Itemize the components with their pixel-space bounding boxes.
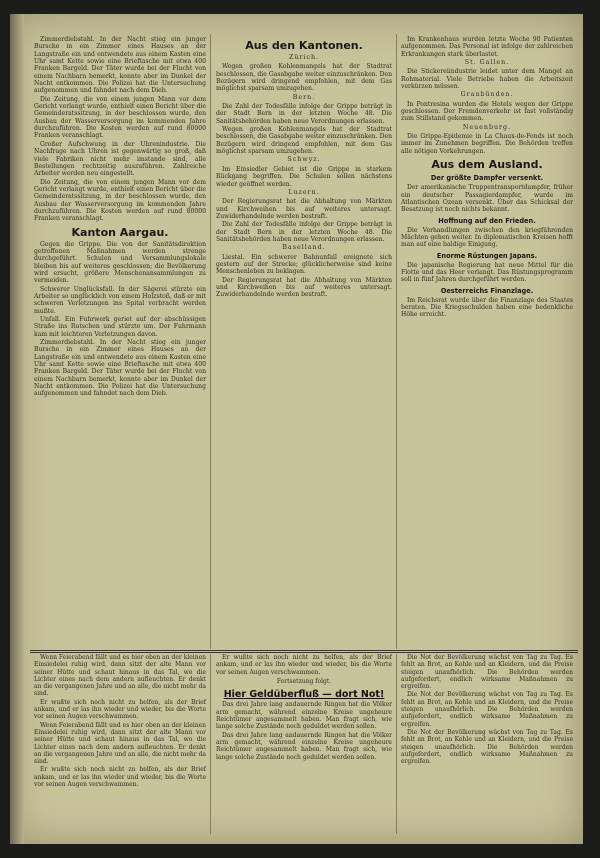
story-text: Wenn Feierabend fällt und es hier oben an der kleinen Einsiedelei ruhig wird, dann sitzt der alte Mann vor seiner Hütte und schaut hinaus in das Tal, wo die Lichter eines nach dem andern aufleuchten. Er denkt an die vergangenen Jahre und an alle, die nicht mehr da sind. xyxy=(34,654,206,698)
newspaper-page xyxy=(10,14,583,844)
story-text: Wenn Feierabend fällt und es hier oben an der kleinen Einsiedelei ruhig wird, dann sitzt der alte Mann vor seiner Hütte und schaut hinaus in das Tal, wo die Lichter eines nach dem andern aufleuchten. Er denkt an die vergangenen Jahre und an alle, die nicht mehr da sind. xyxy=(34,721,206,766)
article-text: Die Stickereiindustrie leidet unter dem Mangel an Rohmaterial. Viele Betriebe haben die Arbeitszeit verkürzen müssen. xyxy=(401,68,573,91)
article-text: Die Grippe-Epidemie in La Chaux-de-Fonds ist noch immer im Zunehmen begriffen. Die Behörden treffen alle nötigen Vorkehrungen. xyxy=(401,133,573,155)
canton-label: Luzern. xyxy=(288,188,320,196)
column-divider xyxy=(396,34,397,649)
story-text: Das drei Jahre lang andauernde Ringen hat die Völker arm gemacht, während einzelne Kreise ungeheure Reichtümer angesammelt haben. Man fragt sich, wie lange solche Zustände noch geduldet werden sollen. xyxy=(216,731,392,761)
column-divider xyxy=(396,654,397,834)
column-divider xyxy=(210,654,211,834)
article-text: Der amerikanische Truppentransportdampfer, früher ein deutscher Passagierdampfer, wurde im Atlantischen Ozean versenkt. Über das Schicksal der Besatzung ist noch nichts bekannt. xyxy=(401,184,573,214)
canton-label: Schwyz. xyxy=(287,156,321,164)
canton-label: St. Gallen. xyxy=(464,59,510,67)
story-text: Die Not der Bevölkerung wächst von Tag zu Tag. Es fehlt an Brot, an Kohle und an Kleidern, und die Preise steigen unaufhörlich. Die Behörden werden aufgefordert, endlich wirksame Maßnahmen zu ergreifen. xyxy=(401,691,573,728)
article-text: Im Einsiedler Gebiet ist die Grippe in starkem Rückgang begriffen. Die Schulen sollen nächstens wieder geöffnet werden. xyxy=(216,165,392,188)
column-2 xyxy=(216,36,392,651)
article-text: Großer Aufschwung in der Uhrenindustrie. Die Nachfrage nach Uhren ist gegenwärtig so groß, daß viele Fabriken nicht mehr imstande sind, alle Bestellungen rechtzeitig auszuführen. Zahlreiche Arbeiter werden neu eingestellt. xyxy=(34,140,206,178)
article-subheading: Der größte Dampfer versenkt. xyxy=(430,174,544,183)
canton-label: Bern. xyxy=(292,93,316,101)
article-text: Unfall. Ein Fuhrwerk geriet auf der abschüssigen Straße ins Rutschen und stürzte um. Der Fuhrmann kam mit leichteren Verletzungen davon. xyxy=(34,316,206,338)
canton-label: Zürich. xyxy=(288,54,320,61)
article-text: Im Krankenhaus wurden letzte Woche 90 Patienten aufgenommen. Das Personal ist infolge der zahlreichen Erkrankungen stark überlastet. xyxy=(401,36,573,58)
article-text: Die Verhandlungen zwischen den kriegführenden Mächten gehen weiter. In diplomatischen Kreisen hofft man auf eine baldige Einigung. xyxy=(401,226,573,249)
page-binding xyxy=(10,14,24,844)
column-divider xyxy=(210,34,211,649)
story-text: Er wußte sich noch nicht zu helfen, als der Brief ankam, und er las ihn wieder und wieder, bis die Worte vor seinen Augen verschwammen. xyxy=(34,766,206,789)
feuilleton-rule xyxy=(30,650,578,651)
article-text: Schwerer Unglücksfall. In der Sägerei stürzte ein Arbeiter so unglücklich von einem Holzstoß, daß er mit schweren Verletzungen ins Spital verbracht werden mußte. xyxy=(34,285,206,315)
feuilleton-right xyxy=(401,654,573,844)
article-subheading: Oesterreichs Finanzlage. xyxy=(440,286,534,295)
feuilleton-center xyxy=(216,654,392,844)
canton-label: Baselland. xyxy=(282,244,326,252)
section-heading: Kanton Aargau. xyxy=(71,225,169,239)
story-text: Er wußte sich noch nicht zu helfen, als der Brief ankam, und er las ihn wieder und wieder, bis die Worte vor seinen Augen verschwammen. xyxy=(34,698,206,721)
article-subheading: Hoffnung auf den Frieden. xyxy=(438,216,536,225)
article-text: Im Reichsrat wurde über die Finanzlage des Staates beraten. Die Kriegsschulden haben eine bedenkliche Höhe erreicht. xyxy=(401,296,573,319)
editorial-heading: Hier Geldüberfluß — dort Not! xyxy=(223,689,385,701)
article-subheading: Enorme Rüstungen Japans. xyxy=(436,251,538,260)
continued-note: Fortsetzung folgt. xyxy=(276,677,332,685)
article-text: Die Zeitung, die von einem jungen Mann vor dem Gericht verlangt wurde, enthielt einen Bericht über die Gemeinderatssitzung, in der beschlossen wurde, den Ausbau der Wasserversorgung im kommenden Jahre durchzuführen. Die Kosten werden auf rund 80000 Franken veranschlagt. xyxy=(34,95,206,140)
column-1 xyxy=(34,36,206,651)
article-text: Die japanische Regierung hat neue Mittel für die Flotte und das Heer verlangt. Das Rüstungsprogramm soll in fünf Jahren durchgeführt werden. xyxy=(401,261,573,284)
story-text: Er wußte sich noch nicht zu helfen, als der Brief ankam, und er las ihn wieder und wieder, bis die Worte vor seinen Augen verschwammen. xyxy=(216,654,392,676)
article-text: In Pontresina wurden die Hotels wegen der Grippe geschlossen. Der Fremdenverkehr ist fast vollständig zum Stillstand gekommen. xyxy=(401,100,573,123)
article-text: Gegen die Grippe. Die von der Sanitätsdirektion getroffenen Maßnahmen werden strenge durchgeführt. Schulen und Versammlungslokale bleiben bis auf weiteres geschlossen; die Bevölkerung wird ersucht, größere Menschenansammlungen zu vermeiden. xyxy=(34,240,206,285)
article-text: Die Zahl der Todesfälle infolge der Grippe beträgt in der Stadt Bern in der letzten Woche 48. Die Sanitätsbehörden haben neue Verordnungen erlassen. xyxy=(216,103,392,125)
article-text: Der Regierungsrat hat die Abhaltung von Märkten und Kirchweihen bis auf weiteres untersagt. Zuwiderhandelnde werden bestraft. xyxy=(216,276,392,299)
article-text: Die Zahl der Todesfälle infolge der Grippe beträgt in der Stadt Bern in der letzten Woche 48. Die Sanitätsbehörden haben neue Verordnungen erlassen. xyxy=(216,221,392,243)
feuilleton-left xyxy=(34,654,206,844)
story-text: Das drei Jahre lang andauernde Ringen hat die Völker arm gemacht, während einzelne Kreise ungeheure Reichtümer angesammelt haben. Man fragt sich, wie lange solche Zustände noch geduldet werden sollen. xyxy=(216,701,392,731)
article-text: Zimmerdiebstahl. In der Nacht stieg ein junger Bursche in ein Zimmer eines Hauses an der Langstraße ein und entwendete aus einem Kasten eine Uhr samt Kette sowie eine Brieftasche mit etwa 400 Franken Bargeld. Der Täter wurde bei der Flucht von einem Nachbarn bemerkt, konnte aber im Dunkel der Nacht entkommen. Die Polizei hat die Untersuchung aufgenommen und fahndet nach dem Dieb. xyxy=(34,36,206,95)
article-text: Wegen großen Kohlenmangels hat der Stadtrat beschlossen, die Gasabgabe weiter einzuschränken. Den Bezügern wird dringend empfohlen, mit dem Gas möglichst sparsam umzugehen. xyxy=(216,63,392,93)
canton-label: Neuenburg. xyxy=(462,123,512,131)
story-text: Die Not der Bevölkerung wächst von Tag zu Tag. Es fehlt an Brot, an Kohle und an Kleidern, und die Preise steigen unaufhörlich. Die Behörden werden aufgefordert, endlich wirksame Maßnahmen zu ergreifen. xyxy=(401,654,573,691)
article-text: Die Zeitung, die von einem jungen Mann vor dem Gericht verlangt wurde, enthielt einen Bericht über die Gemeinderatssitzung, in der beschlossen wurde, den Ausbau der Wasserversorgung im kommenden Jahre durchzuführen. Die Kosten werden auf rund 80000 Franken veranschlagt. xyxy=(34,178,206,223)
section-heading: Aus dem Ausland. xyxy=(431,158,543,172)
column-3 xyxy=(401,36,573,651)
section-heading: Aus den Kantonen. xyxy=(245,39,363,52)
story-text: Die Not der Bevölkerung wächst von Tag zu Tag. Es fehlt an Brot, an Kohle und an Kleidern, und die Preise steigen unaufhörlich. Die Behörden werden aufgefordert, endlich wirksame Maßnahmen zu ergreifen. xyxy=(401,728,573,766)
article-text: Zimmerdiebstahl. In der Nacht stieg ein junger Bursche in ein Zimmer eines Hauses an der Langstraße ein und entwendete aus einem Kasten eine Uhr samt Kette sowie eine Brieftasche mit etwa 400 Franken Bargeld. Der Täter wurde bei der Flucht von einem Nachbarn bemerkt, konnte aber im Dunkel der Nacht entkommen. Die Polizei hat die Untersuchung aufgenommen und fahndet nach dem Dieb. xyxy=(34,339,206,398)
article-text: Liestal. Ein schwerer Bahnunfall ereignete sich gestern auf der Strecke; glücklicherweise sind keine Menschenleben zu beklagen. xyxy=(216,253,392,276)
feuilleton-rule xyxy=(30,652,578,653)
article-text: Der Regierungsrat hat die Abhaltung von Märkten und Kirchweihen bis auf weiteres untersagt. Zuwiderhandelnde werden bestraft. xyxy=(216,198,392,220)
article-text: Wegen großen Kohlenmangels hat der Stadtrat beschlossen, die Gasabgabe weiter einzuschränken. Den Bezügern wird dringend empfohlen, mit dem Gas möglichst sparsam umzugehen. xyxy=(216,126,392,156)
canton-label: Graubünden. xyxy=(460,91,514,99)
